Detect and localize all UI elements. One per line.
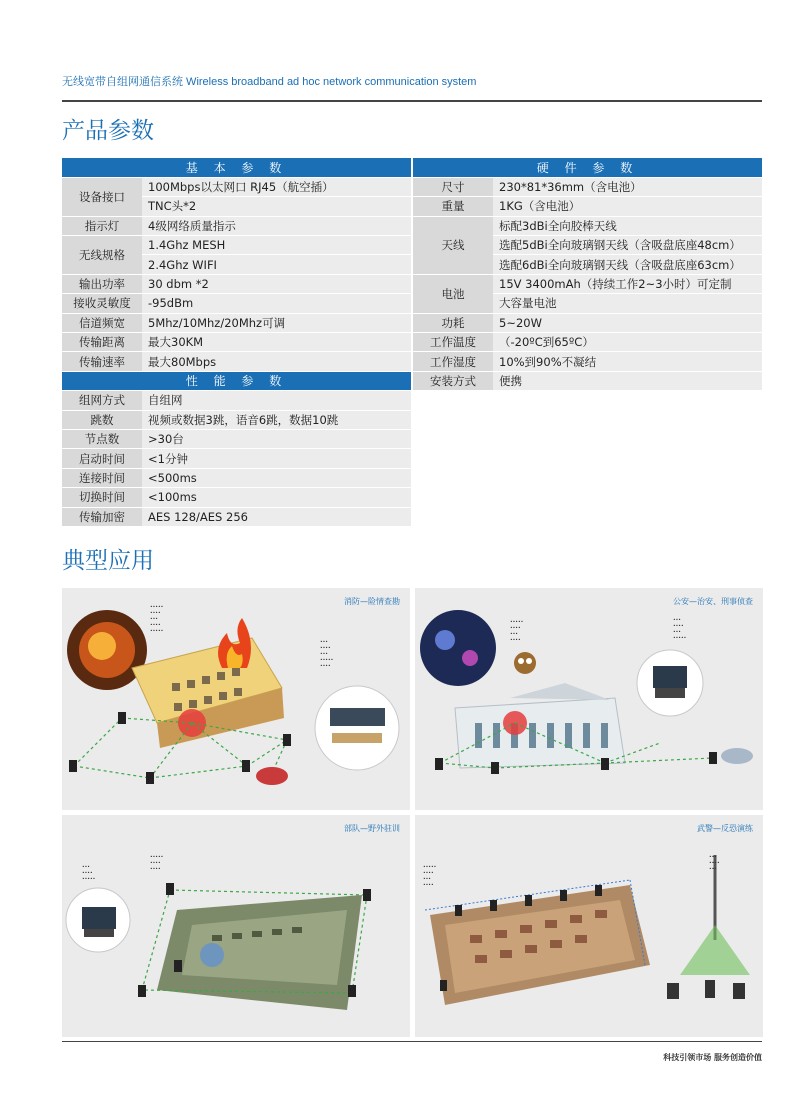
army-note-b: ••••• •••• •••• (150, 855, 164, 872)
table-row (62, 488, 411, 507)
spec-value: 5Mhz/10Mhz/20Mhz可调 (142, 313, 411, 332)
spec-table-right (413, 158, 762, 391)
spec-label: 切换时间 (62, 488, 142, 507)
police-note-b: ••• •••• ••• ••••• (673, 618, 687, 641)
app-panel-army (62, 815, 410, 1037)
table-row (413, 274, 762, 293)
spec-value: 10%到90%不凝结 (493, 352, 762, 371)
spec-value: <1分钟 (142, 449, 411, 468)
table-row (62, 294, 411, 313)
spec-label: 连接时间 (62, 468, 142, 487)
spec-label: 工作温度 (413, 333, 493, 352)
spec-label: 传输距离 (62, 333, 142, 352)
spec-value: 5~20W (493, 313, 762, 332)
spec-label: 传输速率 (62, 352, 142, 371)
spec-value: 230*81*36mm（含电池） (493, 177, 762, 196)
app-panel-title: 公安—治安、刑事侦查 (673, 597, 753, 606)
app-panel-title: 部队—野外驻训 (344, 824, 400, 833)
armed-police-note-b: ••• •••• ••• (709, 855, 720, 872)
spec-value: <100ms (142, 488, 411, 507)
params-section-title: 产品参数 (62, 118, 154, 144)
spec-label: 指示灯 (62, 216, 142, 235)
spec-label: 启动时间 (62, 449, 142, 468)
army-note-a: ••• •••• ••••• (82, 865, 96, 882)
apps-section-title: 典型应用 (62, 548, 154, 574)
perf-table-head: 性 能 参 数 (62, 371, 411, 390)
table-row (62, 333, 411, 352)
spec-label: 无线规格 (62, 236, 142, 275)
table-row (413, 371, 762, 390)
spec-value: 视频或数据3跳，语音6跳，数据10跳 (142, 410, 411, 429)
spec-label: 安装方式 (413, 371, 493, 390)
spec-value: 100Mbps以太网口 RJ45（航空插） (142, 177, 411, 196)
app-panel-police (415, 588, 763, 810)
spec-label: 组网方式 (62, 391, 142, 410)
spec-value: 最大30KM (142, 333, 411, 352)
fire-scene-illustration (62, 588, 410, 810)
header-divider (62, 100, 762, 102)
app-panel-title: 武警—反恐演练 (697, 824, 753, 833)
spec-value: 便携 (493, 371, 762, 390)
spec-value: TNC头*2 (142, 197, 411, 216)
spec-label: 跳数 (62, 410, 142, 429)
spec-label: 天线 (413, 216, 493, 274)
spec-value: 4级网络质量指示 (142, 216, 411, 235)
spec-value: 标配3dBi全向胶棒天线 (493, 216, 762, 235)
table-row (62, 216, 411, 235)
fire-note-a: ••••• •••• ••• •••• ••••• (150, 605, 164, 634)
spec-value: -95dBm (142, 294, 411, 313)
table-row (62, 449, 411, 468)
spec-label: 输出功率 (62, 274, 142, 293)
spec-label: 接收灵敏度 (62, 294, 142, 313)
spec-label: 重量 (413, 197, 493, 216)
app-panel-title: 消防—险情查勘 (344, 597, 400, 606)
fire-note-b: ••• •••• ••• ••••• •••• (320, 640, 334, 669)
spec-label: 设备接口 (62, 177, 142, 216)
spec-value: 选配5dBi全向玻璃钢天线（含吸盘底座48cm） (493, 236, 762, 255)
table-row (62, 410, 411, 429)
spec-value: 1.4Ghz MESH (142, 236, 411, 255)
spec-label: 节点数 (62, 429, 142, 448)
spec-value: 1KG（含电池） (493, 197, 762, 216)
spec-label: 传输加密 (62, 507, 142, 526)
table-row (62, 177, 411, 196)
spec-label: 工作湿度 (413, 352, 493, 371)
army-scene-illustration (62, 815, 410, 1037)
footer-divider (62, 1041, 762, 1042)
table-row (413, 177, 762, 196)
police-note-a: ••••• •••• ••• •••• (510, 620, 524, 643)
spec-value: 自组网 (142, 391, 411, 410)
table-row (62, 468, 411, 487)
table-row (413, 216, 762, 235)
basic-table-head: 基 本 参 数 (62, 158, 411, 177)
table-row (413, 352, 762, 371)
table-row (413, 197, 762, 216)
spec-value: 大容量电池 (493, 294, 762, 313)
police-scene-illustration (415, 588, 763, 810)
spec-value: 最大80Mbps (142, 352, 411, 371)
spec-value: >30台 (142, 429, 411, 448)
spec-value: 选配6dBi全向玻璃钢天线（含吸盘底座63cm） (493, 255, 762, 274)
table-row (62, 236, 411, 255)
spec-value: 30 dbm *2 (142, 274, 411, 293)
spec-value: 15V 3400mAh（持续工作2~3小时）可定制 (493, 274, 762, 293)
hardware-table-head: 硬 件 参 数 (413, 158, 762, 177)
table-row (62, 352, 411, 371)
app-panel-armed-police (415, 815, 763, 1037)
document-header: 无线宽带自组网通信系统 Wireless broadband ad hoc network communication system (62, 76, 477, 88)
spec-label: 电池 (413, 274, 493, 313)
table-row (62, 429, 411, 448)
table-row (62, 313, 411, 332)
armed-police-note-a: ••••• •••• ••• •••• (423, 865, 437, 888)
table-row (62, 507, 411, 526)
app-panel-fire (62, 588, 410, 810)
armed-police-scene-illustration (415, 815, 763, 1037)
spec-label: 信道频宽 (62, 313, 142, 332)
footer-slogan: 科技引领市场 服务创造价值 (663, 1053, 762, 1062)
table-row (62, 391, 411, 410)
spec-value: （-20ºC到65ºC） (493, 333, 762, 352)
spec-label: 尺寸 (413, 177, 493, 196)
spec-table-left (62, 158, 411, 527)
spec-value: 2.4Ghz WIFI (142, 255, 411, 274)
spec-value: AES 128/AES 256 (142, 507, 411, 526)
spec-value: <500ms (142, 468, 411, 487)
table-row (413, 333, 762, 352)
table-row (413, 313, 762, 332)
spec-label: 功耗 (413, 313, 493, 332)
table-row (62, 274, 411, 293)
